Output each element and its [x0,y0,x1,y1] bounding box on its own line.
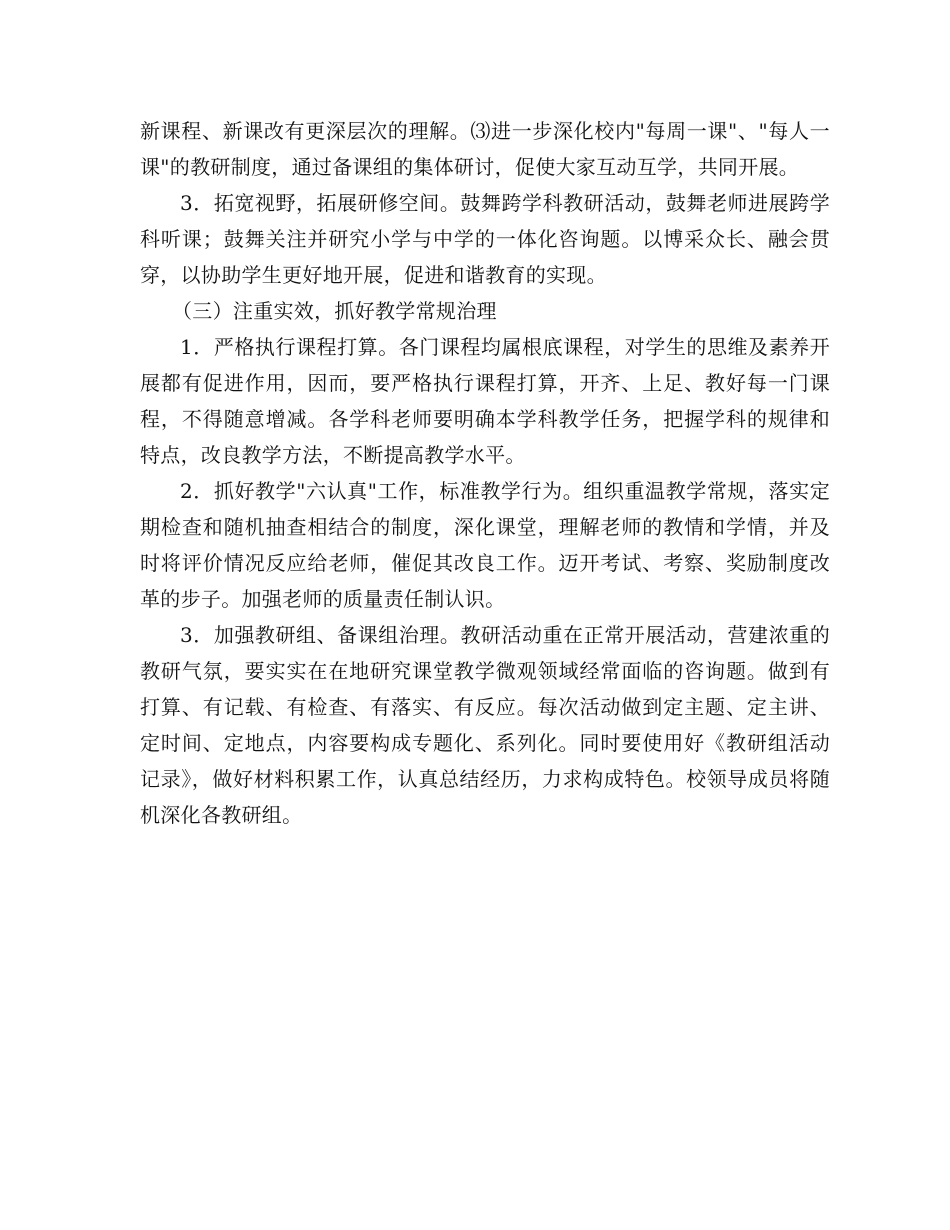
paragraph-item-3-research-groups: 3．加强教研组、备课组治理。教研活动重在正常开展活动，营建浓重的教研气氛，要实实在在地研究课堂教学微观领域经常面临的咨询题。做到有打算、有记载、有检查、有落实、有反应。每次活动做到定主题、定主讲、定时间、定地点，内容要构成专题化、系列化。同时要使用好《教研组活动记录》，做好材料积累工作，认真总结经历，力求构成特色。校领导成员将随机深化各教研组。 [140,623,830,827]
paragraph-continuation: 新课程、新课改有更深层次的理解。⑶进一步深化校内"每周一课"、"每人一课"的教研制度，通过备课组的集体研讨，促使大家互动互学，共同开展。 [140,119,830,179]
paragraph-item-3-broaden-vision: 3．拓宽视野，拓展研修空间。鼓舞跨学科教研活动，鼓舞老师进展跨学科听课；鼓舞关注并研究小学与中学的一体化咨询题。以博采众长、融会贯穿，以协助学生更好地开展，促进和谐教育的实现。 [140,191,830,287]
paragraph-item-2-teaching-routine: 2．抓好教学"六认真"工作，标准教学行为。组织重温教学常规，落实定期检查和随机抽查相结合的制度，深化课堂，理解老师的教情和学情，并及时将评价情况反应给老师，催促其改良工作。迈开考试、考察、奖励制度改革的步子。加强老师的质量责任制认识。 [140,479,830,611]
document-body [140,113,830,833]
paragraph-item-1-curriculum-plan: 1．严格执行课程打算。各门课程均属根底课程，对学生的思维及素养开展都有促进作用，因而，要严格执行课程打算，开齐、上足、教好每一门课程，不得随意增减。各学科老师要明确本学科教学任务，把握学科的规律和特点，改良教学方法，不断提高教学水平。 [140,335,830,467]
section-heading-three: （三）注重实效，抓好教学常规治理 [172,299,497,323]
